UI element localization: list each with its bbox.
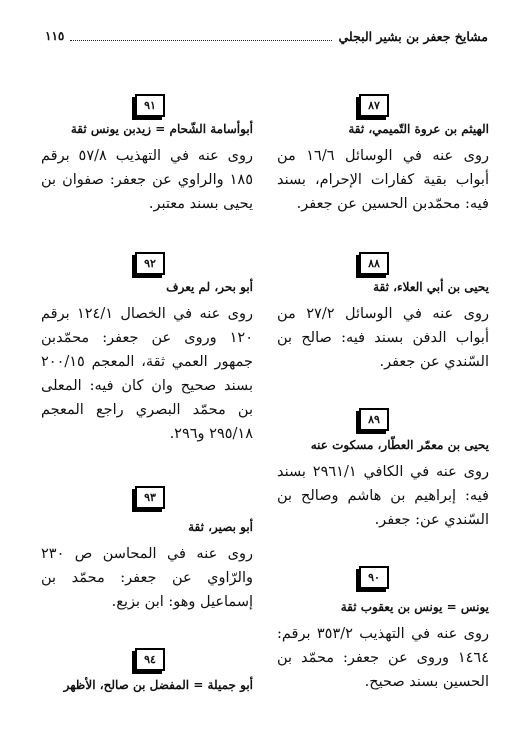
entry-number-badge: ٩٣: [135, 486, 165, 509]
entry-text: روى عنه في المحاسن ص ٢٣٠ والرّاوي عن جعفر: محمّد بن إسماعيل وهو: ابن بزيع.: [41, 546, 253, 610]
entry-title: أبوأسامة الشّحام = زيدبن يونس ثقة: [70, 122, 253, 136]
entry-title: الهيثم بن عروة التّميمي، ثقة: [348, 122, 489, 136]
page-header: [45, 24, 488, 48]
entry-text: روى عنه في الكافي ٢٩٦١/١ بسند فيه: إبراهيم بن هاشم وصالح بن السّندي عن: جعفر.: [277, 464, 489, 528]
entry-text: روى عنه في التهذيب ٥٧/٨ برقم ١٨٥ والراوي عن جعفر: صفوان بن يحيى بسند معتبر.: [41, 148, 253, 212]
entry-title: يونس = يونس بن يعقوب ثقة: [340, 600, 489, 614]
page-number: ١١٥: [45, 29, 65, 43]
leader-dots: [70, 40, 332, 41]
entry-text: روى عنه في الوسائل ٢٧/٢ من أبواب الدفن بسند فيه: صالح بن السّندي عن جعفر.: [277, 306, 489, 370]
entry-number-badge: ٩١: [135, 94, 165, 117]
entry-text: روى عنه في الوسائل ١٦/٦ من أبواب بقية كفارات الإحرام، بسند فيه: محمّدبن الحسين عن جعفر.: [277, 148, 489, 212]
entry-number-badge: ٩٠: [359, 566, 389, 589]
entry-text: روى عنه في التهذيب ٣٥٣/٢ برقم: ١٤٦٤ وروى عن جعفر: محمّد بن الحسين بسند صحيح.: [277, 626, 489, 690]
entry-title: أبو بصير، ثقة: [188, 520, 253, 534]
entry-title: أبو جميلة = المفضل بن صالح، الأظهر: [63, 678, 253, 692]
entry-number-badge: ٩٢: [135, 252, 165, 275]
entry-title: أبو بحر، لم يعرف: [166, 280, 253, 294]
entry-text: روى عنه في الخصال ١٢٤/١ برقم ١٢٠ وروى عن جعفر: محمّدبن جمهور العمي ثقة، المعجم ٢٠٠/١٥ بسند صحيح وان كان فيه: المعلى بن محمّد البصري راجع المعجم ٢٩٥/١٨ و٢٩٦.: [41, 306, 253, 442]
entry-title: يحيى بن معمّر العطّار، مسكوت عنه: [310, 438, 489, 452]
entry-number-badge: ٨٧: [359, 94, 389, 117]
entry-number-badge: ٨٨: [359, 252, 389, 275]
entry-number-badge: ٩٤: [135, 648, 165, 671]
entry-title: يحيى بن أبي العلاء، ثقة: [373, 280, 489, 294]
running-title: مشايخ جعفر بن بشير البجلي: [338, 28, 488, 44]
entry-number-badge: ٨٩: [359, 408, 389, 431]
